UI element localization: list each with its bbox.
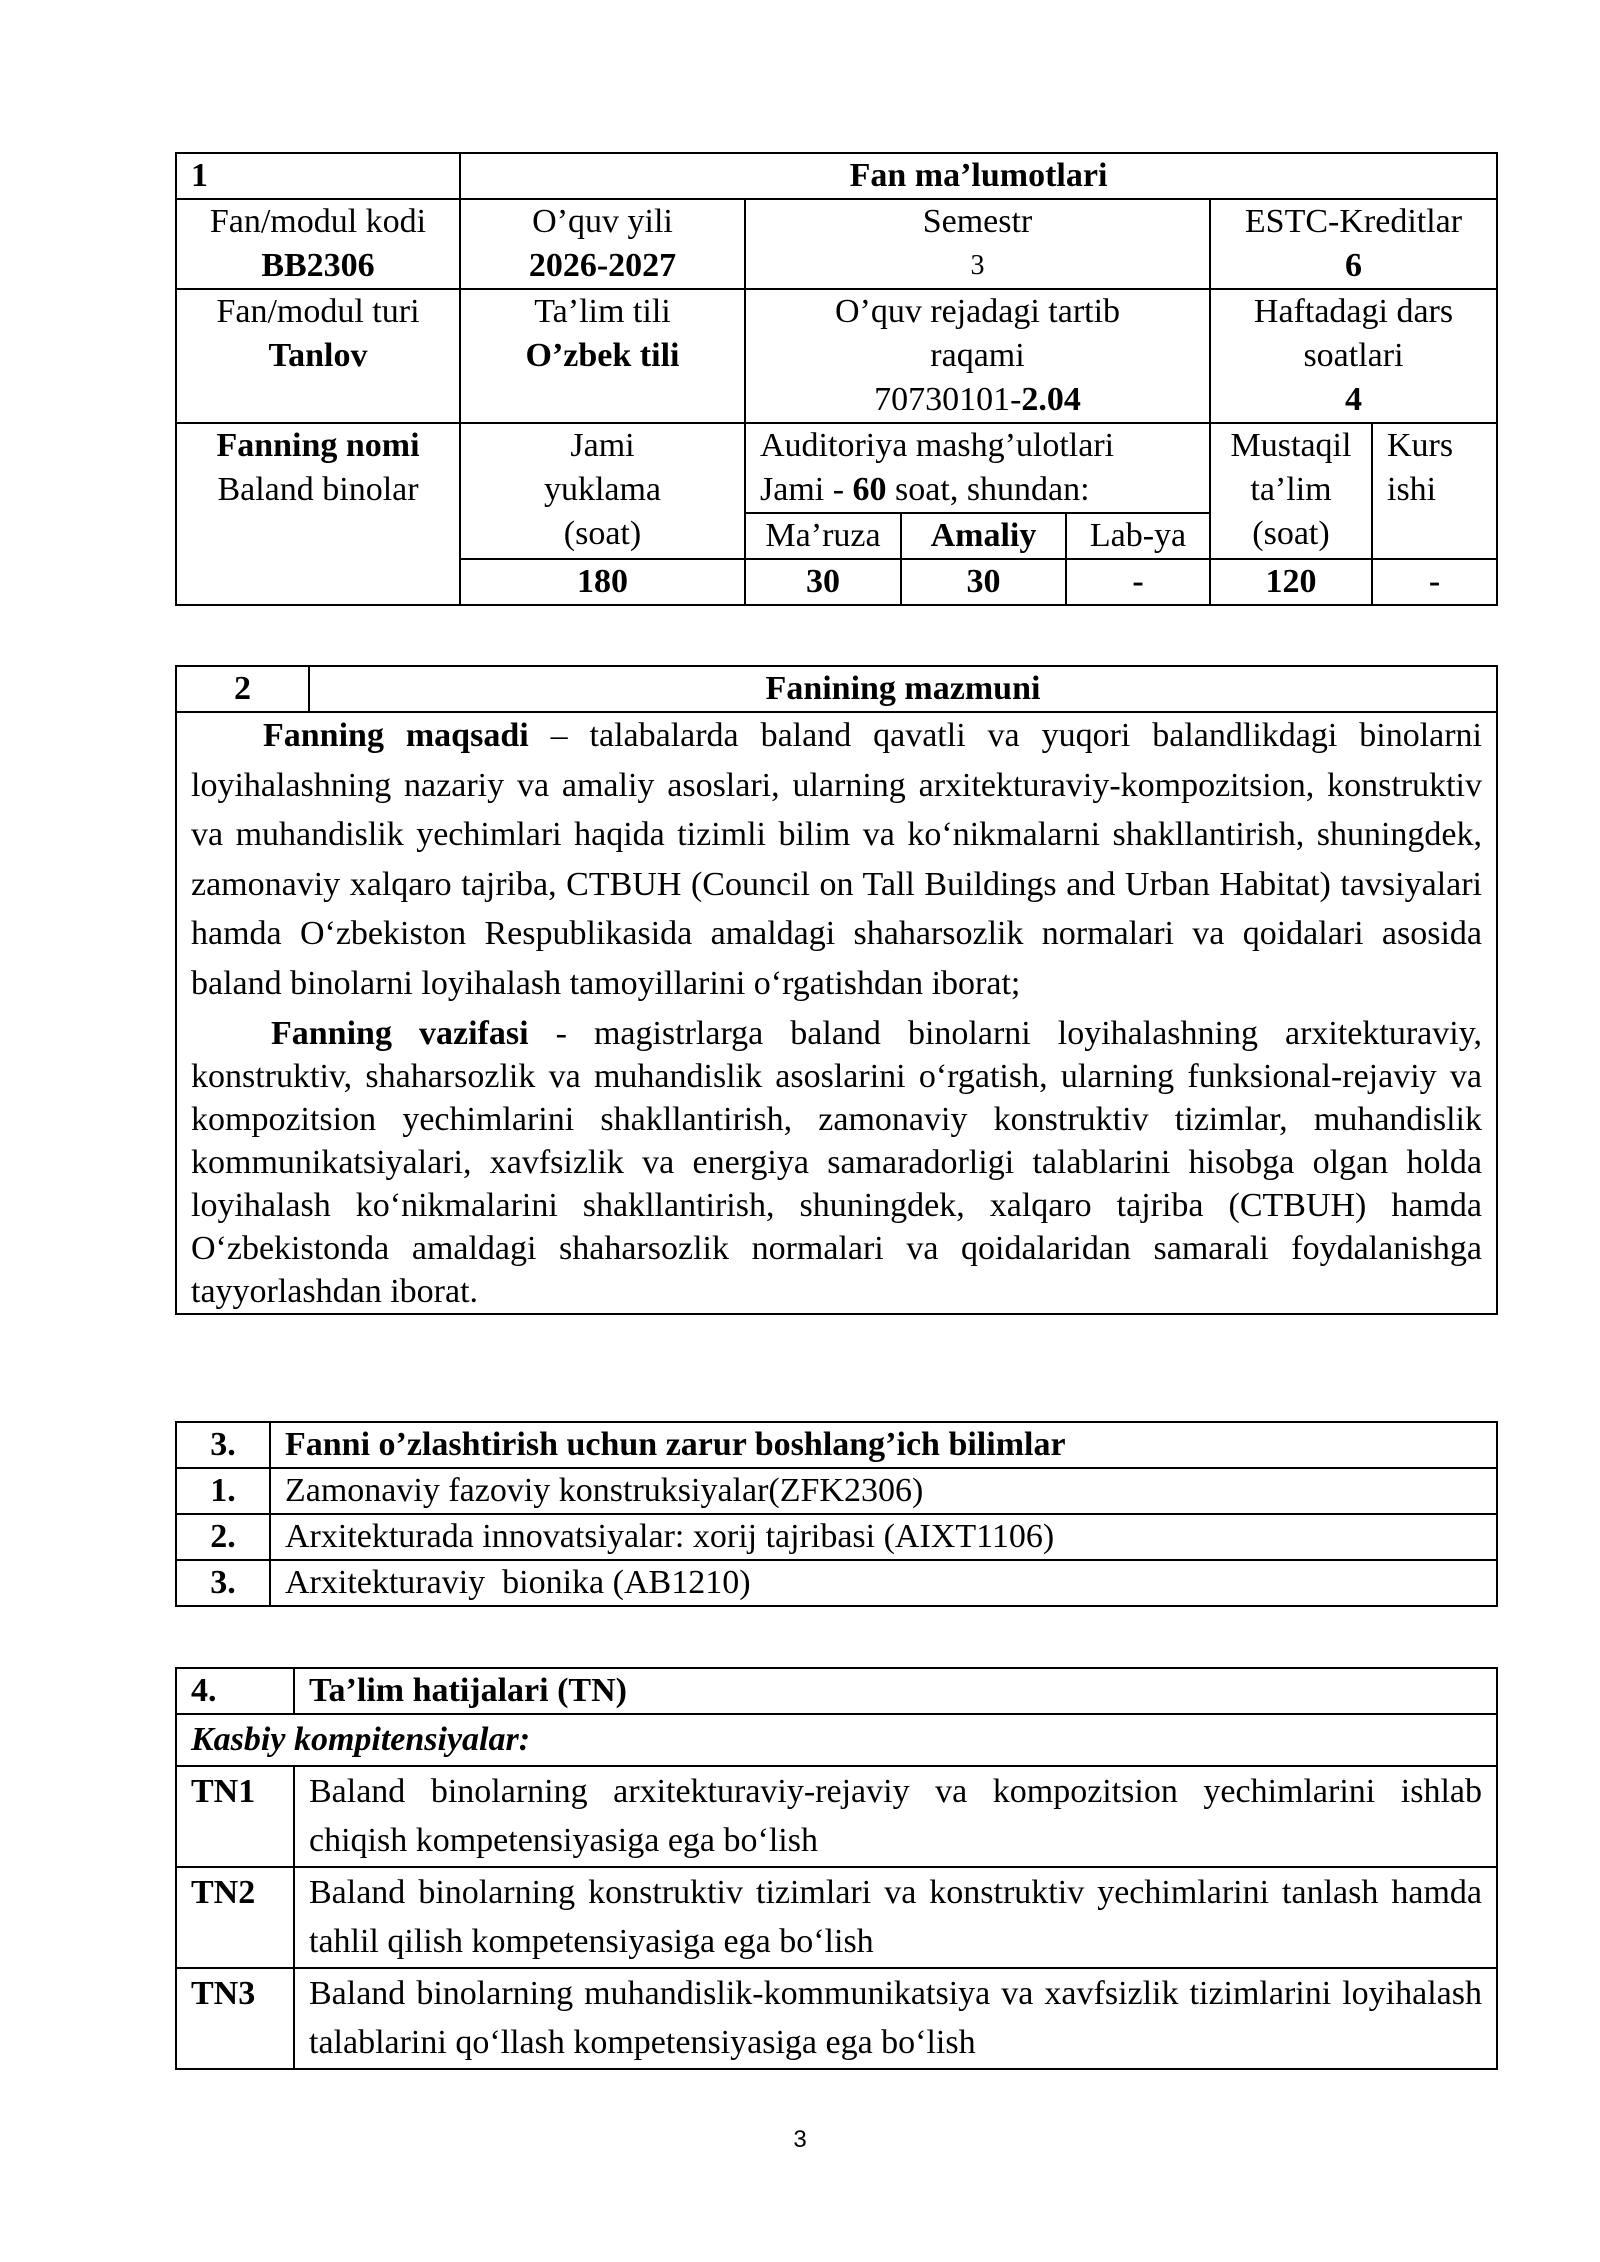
maqsad-paragraph — [191, 711, 1482, 1008]
talim-tili-value: O’zbek tili — [525, 337, 680, 374]
section-1-title: Fan ma’lumotlari — [460, 153, 1497, 199]
prereq-number: 1. — [176, 1468, 270, 1514]
reja-label-1: O’quv rejadagi tartib — [834, 293, 1121, 330]
labya-value: - — [1066, 559, 1210, 605]
talim-tili-label: Ta’lim tili — [534, 293, 671, 330]
fan-kodi-label: Fan/modul kodi — [209, 203, 427, 240]
table-row — [176, 1468, 1497, 1514]
vazifa-paragraph — [191, 1012, 1482, 1313]
reja-value-suffix: 2.04 — [1021, 381, 1081, 418]
tn-code: TN3 — [176, 1968, 294, 2069]
section-2-number: 2 — [176, 666, 309, 712]
mustaqil-value: 120 — [1210, 559, 1372, 605]
reja-label-2: raqami — [930, 337, 1025, 374]
prereq-number: 3. — [176, 1560, 270, 1606]
semestr-label: Semestr — [922, 203, 1033, 240]
table-row — [176, 1867, 1497, 1968]
fan-malumotlari-table — [175, 152, 1498, 606]
reja-raqami-cell — [745, 289, 1210, 423]
table-row — [176, 1766, 1497, 1867]
auditoriya-label: Auditoriya mashg’ulotlari — [760, 427, 1115, 464]
kurs-ishi-value: - — [1372, 559, 1497, 605]
tn-text: Baland binolarning konstruktiv tizimlari va konstruktiv yechimlarini tanlash hamda tahlil qilish kompetensiyasiga ega boʻlish — [294, 1867, 1497, 1968]
boshlangich-bilimlar-table — [175, 1421, 1498, 1607]
fan-nomi-label: Fanning nomi — [216, 427, 420, 464]
prereq-text: Zamonaviy fazoviy konstruksiyalar(ZFK2306) — [270, 1468, 1497, 1514]
fan-nomi-value: Baland binolar — [217, 471, 419, 508]
fan-turi-value: Tanlov — [268, 337, 368, 374]
section-3-number: 3. — [176, 1422, 270, 1468]
oquv-yili-cell — [460, 199, 745, 289]
prereq-number: 2. — [176, 1514, 270, 1560]
fan-kodi-cell — [176, 199, 460, 289]
mazmun-body — [176, 712, 1497, 1314]
fan-turi-cell — [176, 289, 460, 423]
tn-code: TN1 — [176, 1766, 294, 1867]
table-row — [176, 1560, 1497, 1606]
page-number: 3 — [793, 2126, 807, 2153]
talim-tili-cell — [460, 289, 745, 423]
jami-label-2: yuklama — [543, 471, 662, 508]
amaliy-header: Amaliy — [901, 513, 1066, 559]
section-4-number: 4. — [176, 1668, 294, 1714]
fan-nomi-cell — [176, 423, 460, 605]
oquv-yili-label: O’quv yili — [532, 203, 673, 240]
semestr-cell — [745, 199, 1210, 289]
kredit-cell — [1210, 199, 1497, 289]
haftalik-cell — [1210, 289, 1497, 423]
kredit-value: 6 — [1345, 247, 1362, 284]
mustaqil-label-1: Mustaqil — [1230, 427, 1352, 464]
tn-code: TN2 — [176, 1867, 294, 1968]
section-2-title: Fanining mazmuni — [309, 666, 1497, 712]
haftalik-label-1: Haftadagi dars — [1253, 293, 1454, 330]
kurs-ishi-cell — [1372, 423, 1497, 559]
mustaqil-cell — [1210, 423, 1372, 559]
kasbiy-kompetensiyalar-heading: Kasbiy kompitensiyalar: — [176, 1714, 1497, 1766]
mustaqil-label-3: (soat) — [1252, 515, 1330, 552]
maqsad-text: – talabalarda baland qavatli va yuqori balandlikdagi binolarni loyihalashning nazariy va amaliy asoslari, ularning arxitekturaviy-kompozitsion, konstruktiv va muhandislik yechimlari haqida tizimli bilim va koʻnikmalarni shakllantirish, shuningdek, zamonaviy xalqaro tajriba, CTBUH (Council on Tall Buildings and Urban Habitat) tavsiyalari hamda Oʻzbekiston Respublikasida amaldagi shaharsozlik normalari va qoidalari asosida baland binolarni loyihalash tamoyillarini oʻrgatishdan iborat; — [191, 717, 1482, 1002]
maruza-header: Ma’ruza — [745, 513, 901, 559]
jami-label-3: (soat) — [563, 515, 642, 552]
tn-text: Baland binolarning arxitekturaviy-rejaviy va kompozitsion yechimlarini ishlab chiqish kompetensiyasiga ega boʻlish — [294, 1766, 1497, 1867]
section-1-number: 1 — [176, 153, 460, 199]
amaliy-value: 30 — [901, 559, 1066, 605]
table-row — [176, 1514, 1497, 1560]
oquv-yili-value: 2026-2027 — [528, 247, 677, 284]
auditoriya-jami-value: 60 — [852, 471, 887, 508]
auditoriya-cell — [745, 423, 1210, 513]
section-3-title: Fanni o’zlashtirish uchun zarur boshlang’ich bilimlar — [270, 1422, 1497, 1468]
semestr-value: 3 — [970, 250, 985, 281]
kredit-label: ESTC-Kreditlar — [1244, 203, 1463, 240]
fanning-mazmuni-table — [175, 665, 1498, 1315]
prereq-text: Arxitekturaviy bionika (AB1210) — [270, 1560, 1497, 1606]
section-4-title: Ta’lim hatijalari (TN) — [294, 1668, 1497, 1714]
labya-header: Lab-ya — [1066, 513, 1210, 559]
talim-natijalari-table — [175, 1667, 1498, 2070]
fan-turi-label: Fan/modul turi — [216, 293, 420, 330]
kurs-label-1: Kurs — [1387, 427, 1454, 464]
reja-value — [760, 378, 1195, 422]
maruza-value: 30 — [745, 559, 901, 605]
prereq-text: Arxitekturada innovatsiyalar: xorij tajribasi (AIXT1106) — [270, 1514, 1497, 1560]
haftalik-label-2: soatlari — [1303, 337, 1404, 374]
haftalik-value: 4 — [1345, 381, 1362, 418]
jami-value: 180 — [460, 559, 745, 605]
jami-label-1: Jami — [570, 427, 635, 464]
mustaqil-label-2: ta’lim — [1250, 471, 1332, 508]
auditoriya-jami-suffix: soat, shundan: — [886, 471, 1090, 508]
vazifa-label: Fanning vazifasi — [271, 1015, 529, 1052]
auditoriya-jami — [760, 468, 1195, 512]
vazifa-text: - magistrlarga baland binolarni loyihalashning arxitekturaviy, konstruktiv, shaharsozlik va muhandislik asoslarini oʻrgatish, ularning funksional-rejaviy va kompozitsion yechimlarini shakllantirish, zamonaviy konstruktiv tizimlar, muhandislik kommunikatsiyalari, xavfsizlik va energiya samaradorligi talablarini hisobga olgan holda loyihalash koʻnikmalarini shakllantirish, shuningdek, xalqaro tajriba (CTBUH) hamda Oʻzbekistonda amaldagi shaharsozlik normalari va qoidalaridan samarali foydalanishga tayyorlashdan iborat. — [191, 1015, 1482, 1310]
kurs-label-2: ishi — [1387, 471, 1437, 508]
table-row — [176, 1968, 1497, 2069]
jami-yuklama-cell — [460, 423, 745, 559]
maqsad-label: Fanning maqsadi — [263, 717, 529, 754]
auditoriya-jami-prefix: Jami - — [760, 471, 853, 508]
reja-value-code: 70730101- — [874, 381, 1022, 418]
tn-text: Baland binolarning muhandislik-kommunikatsiya va xavfsizlik tizimlarini loyihalash talablarini qoʻllash kompetensiyasiga ega boʻlish — [294, 1968, 1497, 2069]
fan-kodi-value: BB2306 — [261, 247, 375, 284]
